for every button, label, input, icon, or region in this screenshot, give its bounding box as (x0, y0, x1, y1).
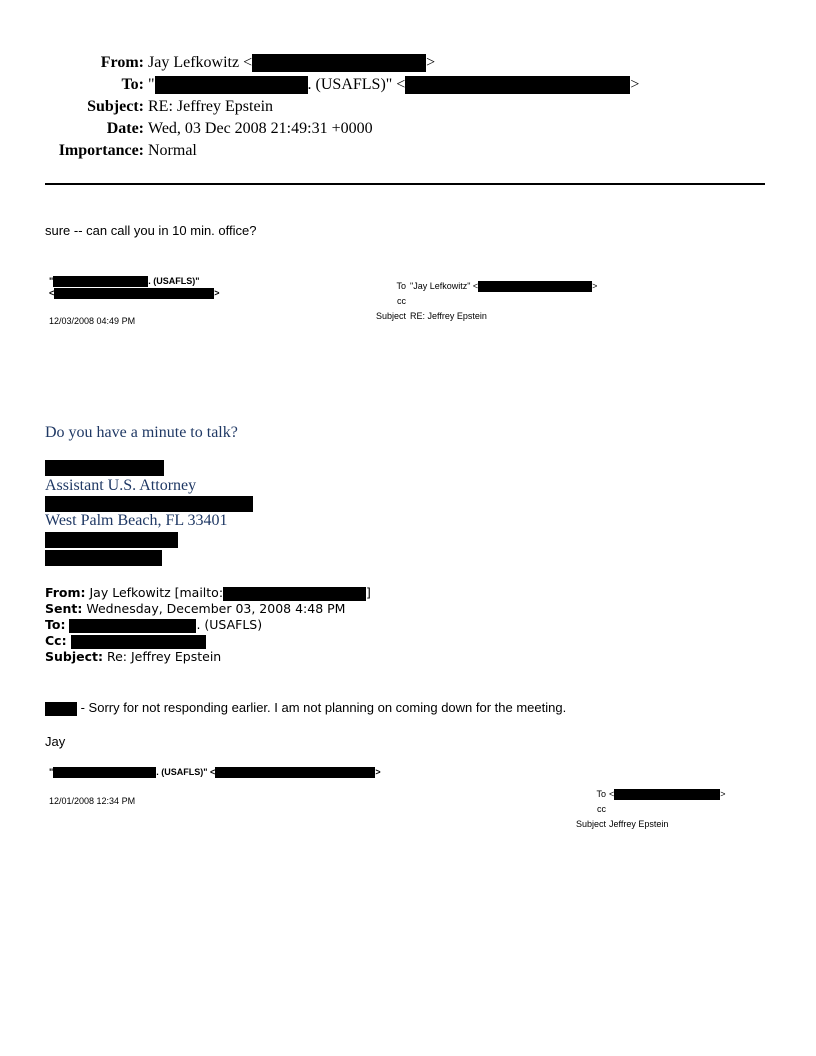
signature-title: Assistant U.S. Attorney (45, 477, 197, 494)
redaction-box (45, 550, 162, 566)
gt-mark: > (375, 767, 381, 777)
quote2-to-value (609, 789, 726, 800)
date-value: Wed, 03 Dec 2008 21:49:31 +0000 (148, 120, 373, 137)
fwd-from (45, 585, 371, 601)
gt-mark: > (214, 288, 220, 298)
fwd-sign: Jay (45, 734, 66, 749)
redaction-box (45, 532, 178, 548)
from-name: Jay Lefkowitz < (148, 54, 253, 71)
fwd-to-value: . (USAFLS) (196, 617, 263, 632)
quote2-sender-org: . (USAFLS)" < (156, 767, 216, 777)
importance-label: Importance: (58, 142, 144, 159)
to-org: . (USAFLS)" < (307, 76, 406, 93)
fwd-from-value: Jay Lefkowitz [mailto: (89, 585, 224, 600)
redaction-box (155, 76, 308, 94)
to-label: To: (121, 76, 144, 93)
redaction-box (478, 281, 592, 292)
quote1-sender-email (49, 288, 220, 299)
quote-mark: " (49, 276, 54, 286)
redaction-box (45, 460, 164, 476)
quote1-cc-label: cc (397, 296, 406, 306)
quote1-subject-value: RE: Jeffrey Epstein (410, 311, 487, 321)
quote1-sender-org: . (USAFLS)" (148, 276, 200, 286)
redaction-box (53, 276, 148, 287)
quote2-sender (49, 767, 381, 778)
signature-city: West Palm Beach, FL 33401 (45, 512, 228, 529)
quote1-to-label: To (396, 281, 406, 291)
redaction-box (614, 789, 720, 800)
redaction-box (45, 702, 77, 716)
subject-label: Subject: (87, 98, 144, 115)
redaction-box (53, 767, 156, 778)
from-label: From: (100, 54, 144, 71)
redaction-box (45, 496, 253, 512)
close-bracket: ] (366, 585, 371, 600)
from-value (148, 54, 435, 72)
fwd-sent (45, 601, 345, 616)
fwd-cc-label: Cc: (45, 633, 67, 648)
redaction-box (215, 767, 375, 778)
fwd-sent-value: Wednesday, December 03, 2008 4:48 PM (86, 601, 346, 616)
redaction-box (223, 587, 366, 601)
message2-body: Do you have a minute to talk? (45, 424, 238, 441)
gt-mark: > (592, 281, 598, 291)
redaction-box (54, 288, 214, 299)
gt-mark: > (720, 789, 726, 799)
fwd-subject (45, 649, 221, 664)
fwd-subject-value: Re: Jeffrey Epstein (106, 649, 222, 664)
quote1-to-name: "Jay Lefkowitz" < (410, 281, 479, 291)
fwd-from-label: From: (45, 585, 86, 600)
reply-body: sure -- can call you in 10 min. office? (45, 223, 257, 238)
fwd-to (45, 617, 262, 633)
redaction-box (252, 54, 426, 72)
subject-value: RE: Jeffrey Epstein (148, 98, 274, 115)
redaction-box (71, 635, 206, 649)
fwd-to-label: To: (45, 617, 66, 632)
to-tail: > (630, 76, 640, 93)
quote1-sender (49, 276, 200, 287)
redaction-box (69, 619, 196, 633)
quote-mark: " (49, 767, 54, 777)
quote2-to-label: To (596, 789, 606, 799)
fwd-sent-label: Sent: (45, 601, 83, 616)
redaction-box (405, 76, 630, 94)
header-divider (45, 183, 765, 185)
fwd-body-text: - Sorry for not responding earlier. I am not planning on coming down for the meeting. (77, 700, 567, 715)
importance-value: Normal (148, 142, 197, 159)
quote2-subject-value: Jeffrey Epstein (609, 819, 669, 829)
fwd-body (45, 700, 566, 716)
quote2-cc-label: cc (597, 804, 606, 814)
quote1-to-value (410, 281, 597, 292)
date-label: Date: (106, 120, 144, 137)
lt-mark: < (49, 288, 55, 298)
from-tail: > (426, 54, 436, 71)
fwd-subject-label: Subject: (45, 649, 103, 664)
quote1-date: 12/03/2008 04:49 PM (49, 316, 136, 326)
quote2-date: 12/01/2008 12:34 PM (49, 796, 136, 806)
to-value (148, 76, 639, 94)
fwd-cc (45, 633, 206, 649)
quote1-subject-label: Subject (375, 311, 406, 321)
to-quote: " (148, 76, 155, 93)
quote2-subject-label: Subject (575, 819, 606, 829)
lt-mark: < (609, 789, 615, 799)
